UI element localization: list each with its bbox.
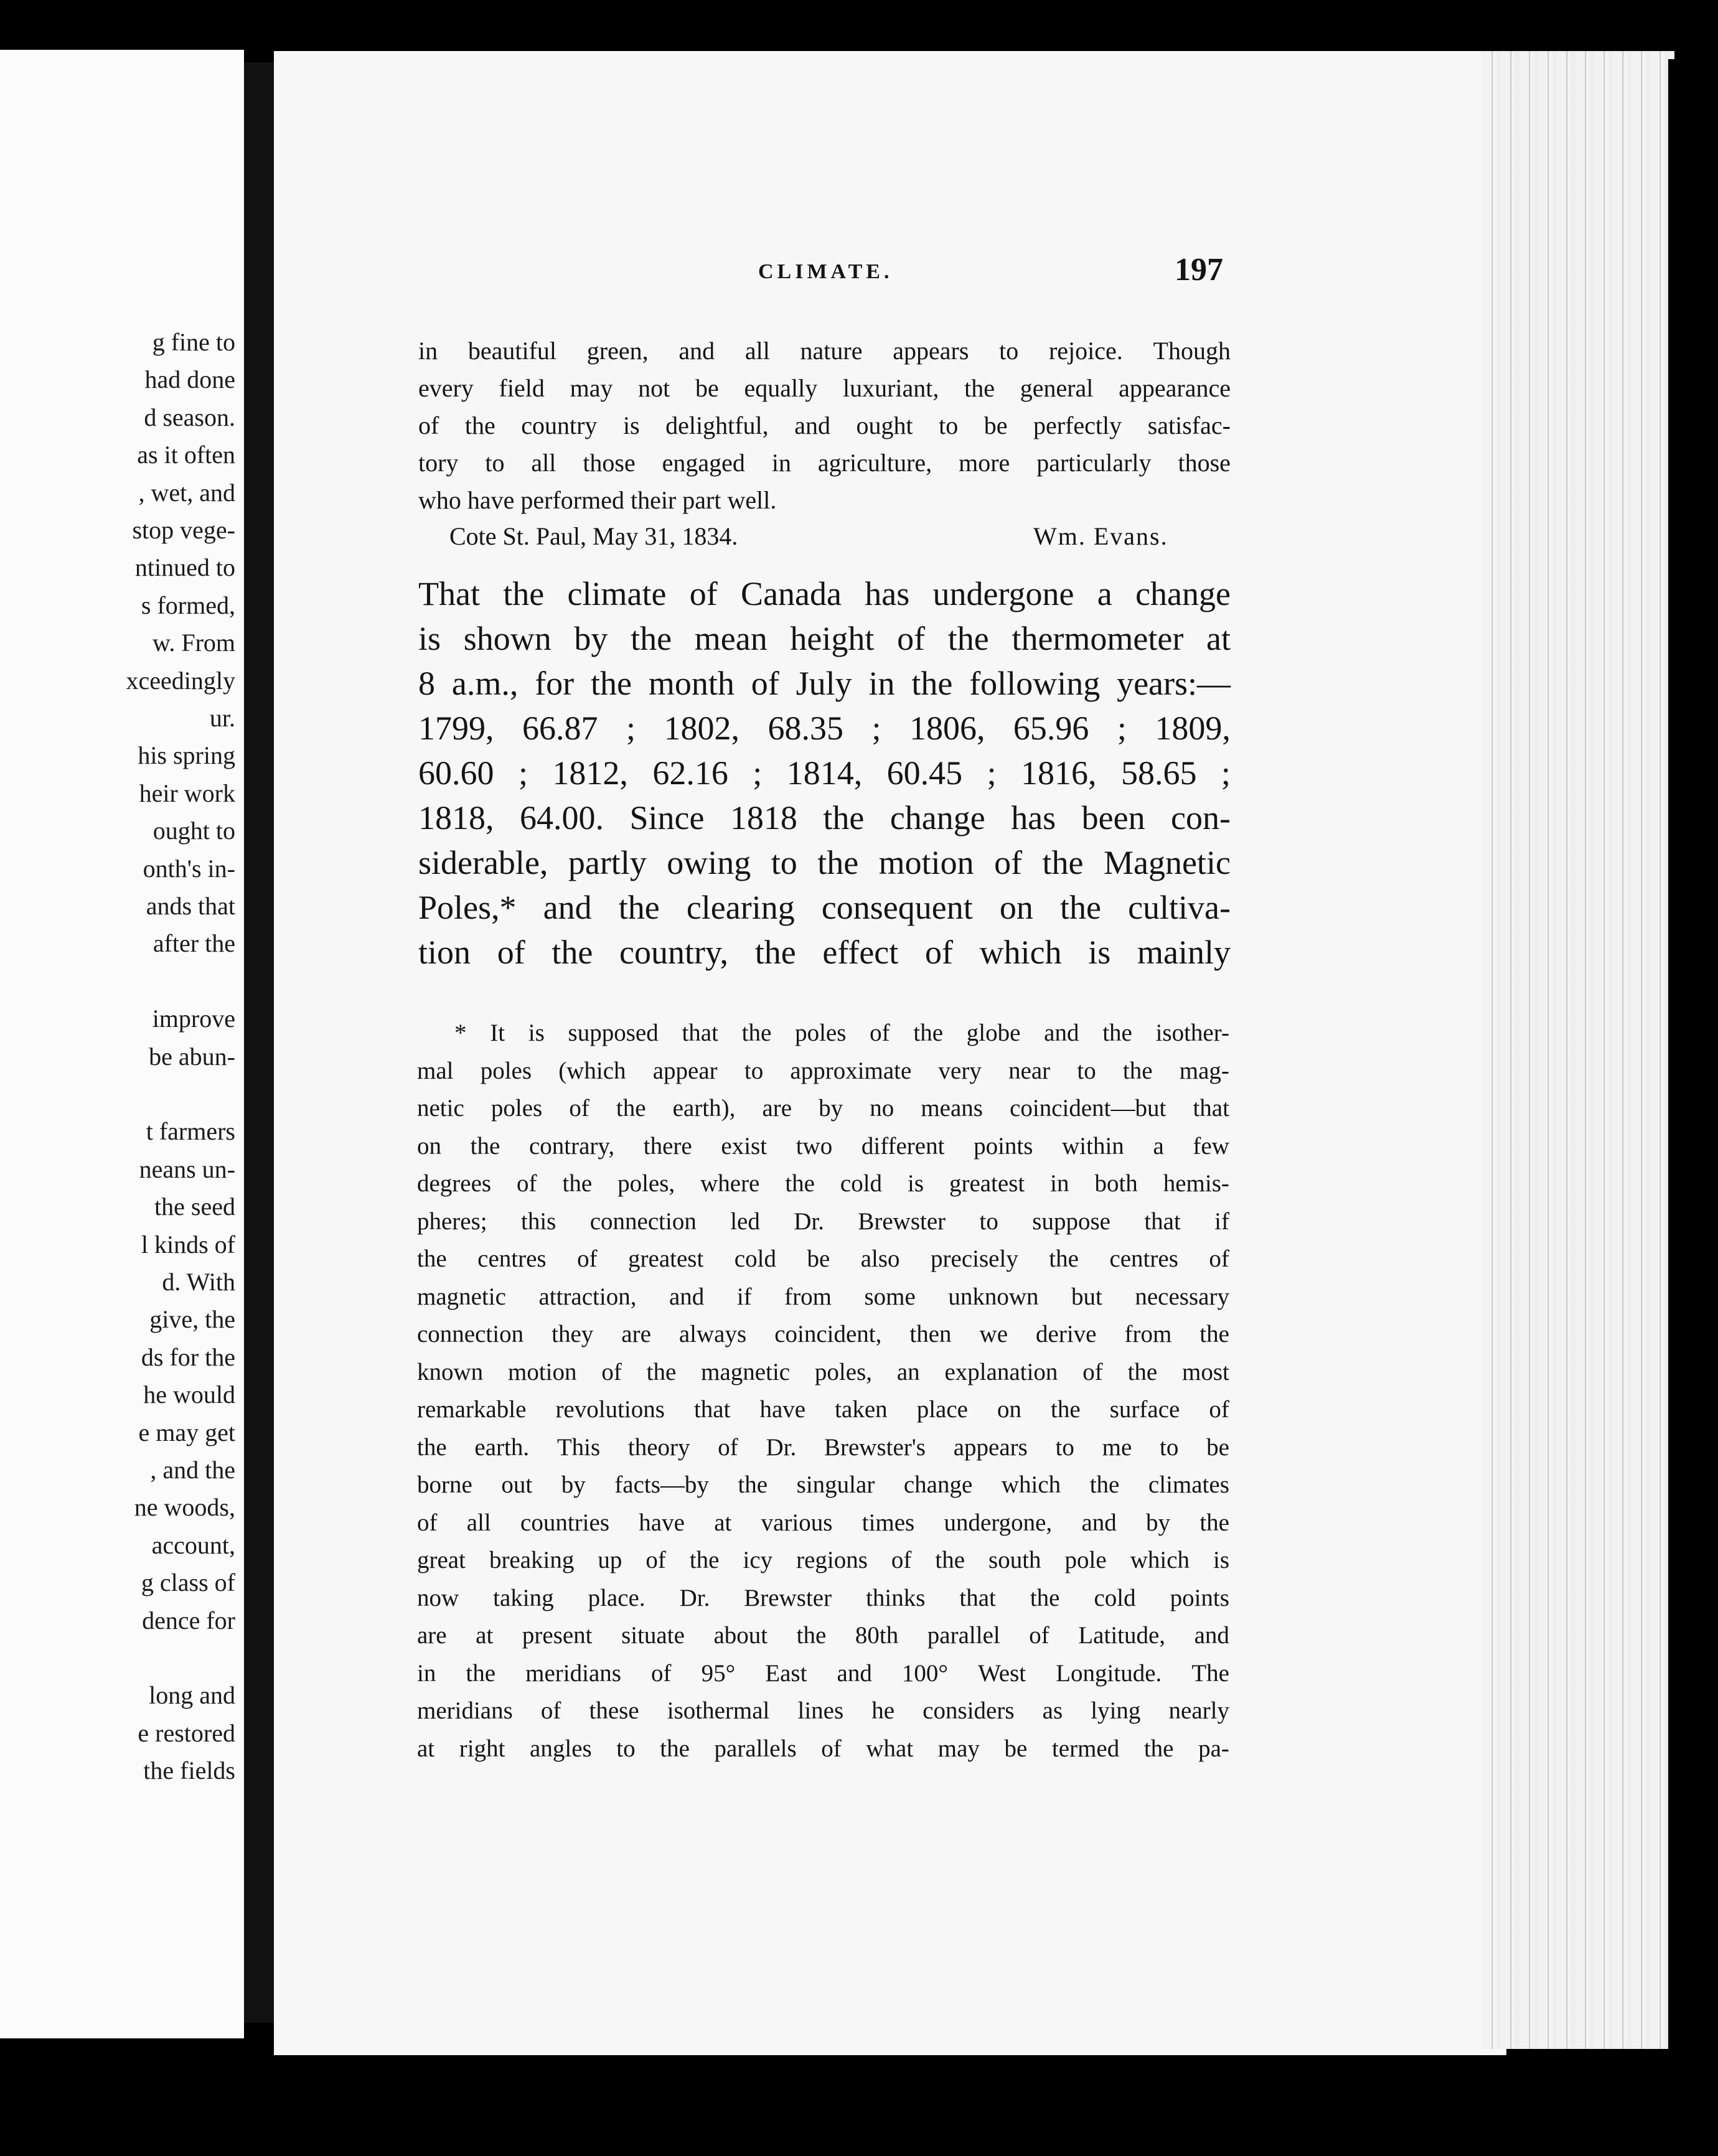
left-page-line: l kinds of: [141, 1230, 235, 1258]
footnote-line: of all countries have at various times undergone, and by the: [417, 1509, 1229, 1536]
text-line: 1799, 66.87 ; 1802, 68.35 ; 1806, 65.96 ; 1809,: [418, 709, 1231, 747]
book-edge-shadow: [1668, 59, 1718, 2051]
footnote-line: known motion of the magnetic poles, an explanation of the most: [417, 1358, 1229, 1385]
text-line: Poles,* and the clearing consequent on the cultiva-: [418, 888, 1231, 926]
left-facing-page: [0, 50, 244, 2038]
footnote-line: the centres of greatest cold be also precisely the centres of: [417, 1245, 1229, 1272]
footnote-line: connection they are always coincident, then we derive from the: [417, 1321, 1229, 1348]
left-page-line: improve: [152, 1005, 235, 1033]
text-line: 8 a.m., for the month of July in the following years:—: [418, 664, 1231, 702]
left-page-line: e restored: [138, 1718, 235, 1747]
footnote-line: mal poles (which appear to approximate very near to the mag-: [417, 1057, 1229, 1084]
left-page-line: dence for: [142, 1606, 235, 1634]
left-page-line: his spring: [138, 741, 235, 770]
text-line: every field may not be equally luxuriant, the general appearance: [418, 374, 1231, 402]
footnote-line: pheres; this connection led Dr. Brewster to suppose that if: [417, 1207, 1229, 1235]
footnote-line: now taking place. Dr. Brewster thinks that the cold points: [417, 1584, 1229, 1611]
text-line: tion of the country, the effect of which is mainly: [418, 933, 1231, 971]
left-page-line: as it often: [137, 441, 235, 469]
left-page-line: t farmers: [146, 1117, 235, 1146]
left-page-line: give, the: [149, 1305, 235, 1334]
left-page-line: , wet, and: [138, 478, 235, 507]
footnote-line: netic poles of the earth), are by no means coincident—but that: [417, 1095, 1229, 1122]
left-page-line: g fine to: [152, 328, 235, 356]
footnote-line: on the contrary, there exist two different points within a few: [417, 1132, 1229, 1160]
footnote-line: at right angles to the parallels of what may be termed the pa-: [417, 1735, 1229, 1762]
left-page-line: , and the: [150, 1456, 235, 1484]
text-line: tory to all those engaged in agriculture, more particularly those: [418, 449, 1231, 477]
text-line: of the country is delightful, and ought to be perfectly satisfac-: [418, 411, 1231, 439]
left-page-line: ought to: [153, 817, 235, 845]
text-line: That the climate of Canada has undergone a change: [418, 575, 1231, 612]
footnote-line: degrees of the poles, where the cold is greatest in both hemis-: [417, 1170, 1229, 1197]
left-page-line: had done: [144, 365, 235, 394]
footnote-line: borne out by facts—by the singular change which the climates: [417, 1471, 1229, 1498]
left-page-line: e may get: [138, 1418, 235, 1446]
footnote-line: * It is supposed that the poles of the globe and the isother-: [454, 1019, 1229, 1046]
footnote-line: the earth. This theory of Dr. Brewster's appears to me to be: [417, 1433, 1229, 1461]
left-page-line: ds for the: [141, 1343, 235, 1371]
left-page-line: stop vege-: [132, 516, 235, 544]
left-page-line: ands that: [146, 892, 235, 920]
signature-name: Wm. Evans.: [1033, 522, 1168, 550]
running-head: CLIMATE.: [758, 260, 893, 283]
left-page-line: g class of: [141, 1568, 235, 1597]
footnote-line: magnetic attraction, and if from some unknown but necessary: [417, 1283, 1229, 1310]
left-page-line: w. From: [153, 629, 235, 657]
left-page-line: be abun-: [149, 1042, 235, 1071]
left-page-line: xceedingly: [126, 666, 235, 695]
left-page-line: he would: [143, 1380, 235, 1409]
text-line: is shown by the mean height of the thermometer at: [418, 619, 1231, 657]
left-page-line: onth's in-: [143, 854, 235, 883]
left-page-line: d. With: [162, 1268, 235, 1296]
footnote-line: remarkable revolutions that have taken place on the surface of: [417, 1396, 1229, 1423]
text-line: 1818, 64.00. Since 1818 the change has been con-: [418, 799, 1231, 837]
footnote-line: are at present situate about the 80th parallel of Latitude, and: [417, 1622, 1229, 1649]
page-edges: [1481, 51, 1674, 2049]
left-page-line: s formed,: [141, 591, 235, 619]
left-page-line: the fields: [143, 1756, 235, 1785]
left-page-line: heir work: [139, 779, 235, 807]
left-page-line: d season.: [144, 403, 235, 431]
text-line: 60.60 ; 1812, 62.16 ; 1814, 60.45 ; 1816, 58.65 ;: [418, 754, 1231, 792]
page-number: 197: [1175, 252, 1223, 288]
left-page-line: after the: [153, 929, 235, 958]
text-line: in beautiful green, and all nature appears to rejoice. Though: [418, 337, 1231, 365]
text-line: who have performed their part well.: [418, 486, 777, 514]
footnote-line: meridians of these isothermal lines he considers as lying nearly: [417, 1697, 1229, 1724]
footnote-line: great breaking up of the icy regions of the south pole which is: [417, 1547, 1229, 1573]
left-page-line: ntinued to: [134, 553, 235, 582]
left-page-line: long and: [149, 1681, 235, 1710]
left-page-line: ne woods,: [134, 1493, 235, 1522]
left-page-line: neans un-: [139, 1155, 235, 1183]
left-page-line: ur.: [209, 704, 235, 732]
signature-place-date: Cote St. Paul, May 31, 1834.: [449, 522, 738, 550]
left-page-line: the seed: [154, 1193, 235, 1221]
text-line: siderable, partly owing to the motion of the Magnetic: [418, 843, 1231, 881]
left-page-line: account,: [151, 1530, 235, 1559]
footnote-line: in the meridians of 95° East and 100° West Longitude. The: [417, 1659, 1229, 1687]
